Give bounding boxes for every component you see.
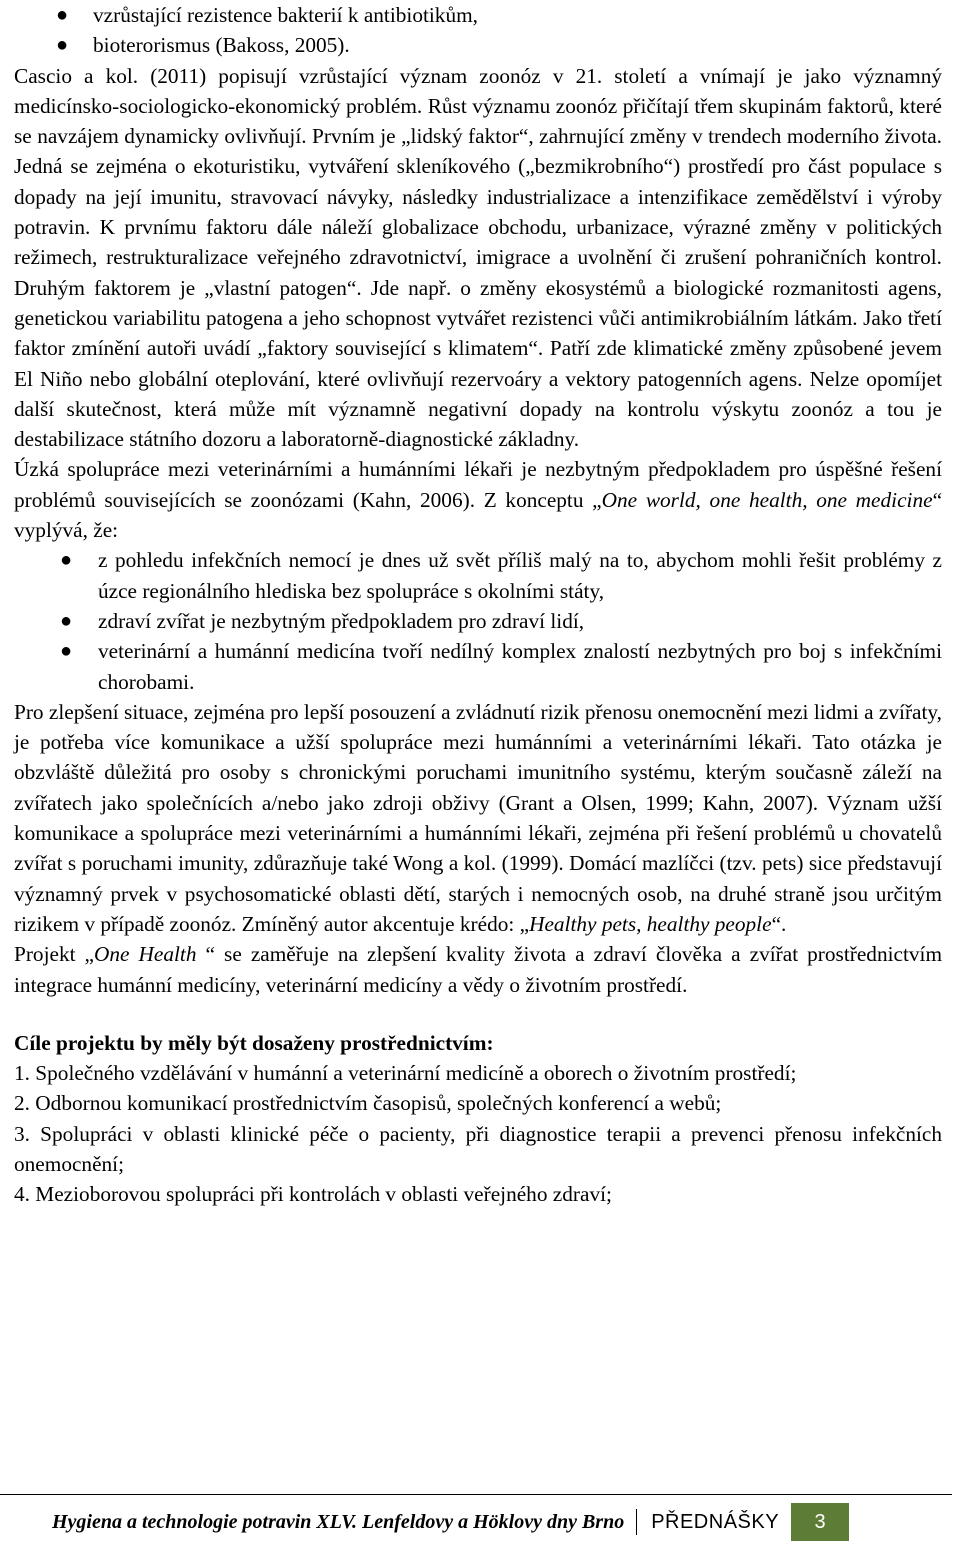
paragraph-one-health: Projekt „One Health “ se zaměřuje na zlepšení kvality života a zdraví člověka a zvířat prostřednictvím integrace humánní medicíny, veterinární medicíny a vědy o životním prostředí.	[14, 942, 943, 997]
paragraph-communication: Pro zlepšení situace, zejména pro lepší posouzení a zvládnutí rizik přenosu onemocnění mezi lidmi a zvířaty, je potřeba více komunikace a užší spolupráce mezi humánními a veterinárními lékaři. Tato otázka je obzvláště důležitá pro osoby s chronickými poruchami imunitního systému, kterým současně záleží na zvířatech jako společnících a/nebo jako zdroji obživy (Grant a Olsen, 1999; Kahn, 2007). Význam užší komunikace a spolupráce mezi veterinárními a humánními lékaři, zejména při řešení problémů u chovatelů zvířat s poruchami imunity, zdůrazňuje také Wong a kol. (1999). Domácí mazlíčci (tzv. pets) sice představují významný prvek v psychosomatické oblasti dětí, starých i nemocných osob, na druhé straně jsou určitým rizikem v případě zoonóz. Zmíněný autor akcentuje krédo: „Healthy pets, healthy people“.	[14, 699, 942, 936]
goal-item: 2. Odbornou komunikací prostřednictvím časopisů, společných konferencí a webů;	[14, 1091, 722, 1116]
goal-item: 1. Společného vzdělávání v humánní a veterinární medicíně a oborech o životním prostředí;	[14, 1061, 797, 1086]
spacer	[14, 1000, 942, 1028]
credo-text: Healthy pets, healthy people	[529, 911, 772, 936]
list-item: ● veterinární a humánní medicína tvoří nedílný komplex znalostí nezbytných pro boj s infekčními chorobami.	[14, 636, 942, 697]
bullet-icon: ●	[60, 640, 73, 663]
concept-title: One world, one health, one medicine	[601, 487, 933, 512]
list-item: ● z pohledu infekčních nemocí je dnes už svět příliš malý na to, abychom mohli řešit problémy z úzce regionálního hlediska bez spolupráce s okolními státy,	[14, 545, 942, 606]
paragraph-zoonoses-factors: Cascio a kol. (2011) popisují vzrůstající význam zoonóz v 21. století a vnímají je jako významný medicínsko-sociologicko-ekonomický problém. Růst významu zoonóz přičítají třem skupinám faktorů, které se navzájem dynamicky ovlivňují. Prvním je „lidský faktor“, zahrnující změny v trendech moderního života. Jedná se zejména o ekoturistiku, vytváření skleníkového („bezmikrobního“) prostředí pro část populace s dopady na její imunitu, stravovací návyky, následky industrializace a intenzifikace zemědělství i výroby potravin. K prvnímu faktoru dále náleží globalizace obchodu, urbanizace, výrazné změny v politických režimech, restrukturalizace veřejného zdravotnictví, imigrace a uvolnění či zrušení pohraničních kontrol. Druhým faktorem je „vlastní patogen“. Jde např. o změny ekosystémů a biologické rozmanitosti agens, genetickou variabilitu patogena a jeho schopnost vytvářet rezistenci vůči antimikrobiálním látkám. Jako třetí faktor zmínění autoři uvádí „faktory související s klimatem“. Patří zde klimatické změny způsobené jevem El Niño nebo globální oteplování, které ovlivňují rezervoáry a vektory patogenních agens. Nelze opomíjet další skutečnost, která může mít významně negativní dopady na kontrolu výskytu zoonóz a tou je destabilizace státního dozoru a laboratorně-diagnostické základny.	[14, 63, 942, 452]
paragraph-cooperation: Úzká spolupráce mezi veterinárními a humánními lékaři je nezbytným předpokladem pro úspěšné řešení problémů souvisejících se zoonózami (Kahn, 2006). Z konceptu „One world, one health, one medicine“ vyplývá, že:	[14, 457, 943, 543]
goal-item: 3. Spolupráci v oblasti klinické péče o pacienty, při diagnostice terapii a prevenci přenosu infekčních onemocnění;	[14, 1121, 942, 1176]
document-page	[14, 0, 942, 1210]
list-item: ● vzrůstající rezistence bakterií k antibiotikům,	[14, 0, 942, 30]
list-item: ● bioterorismus (Bakoss, 2005).	[14, 30, 942, 60]
list-item: ● zdraví zvířat je nezbytným předpokladem pro zdraví lidí,	[14, 606, 942, 636]
goal-item: 4. Mezioborovou spolupráci při kontrolách v oblasti veřejného zdraví;	[14, 1182, 612, 1207]
page-footer	[52, 1503, 849, 1541]
bullet-icon: ●	[60, 609, 73, 632]
journal-title: Hygiena a technologie potravin XLV. Lenfeldovy a Höklovy dny Brno	[52, 1510, 625, 1533]
goals-heading: Cíle projektu by měly být dosaženy prostřednictvím:	[14, 1030, 494, 1055]
bullet-icon: ●	[56, 34, 69, 57]
project-name: One Health	[94, 942, 197, 967]
footer-separator	[636, 1509, 637, 1535]
bullet-icon: ●	[56, 4, 69, 26]
bullet-icon: ●	[60, 549, 73, 572]
footer-divider	[0, 1494, 952, 1495]
page-number: 3	[791, 1503, 849, 1541]
risk-factor-list	[14, 0, 942, 61]
concept-list	[14, 545, 942, 696]
section-label: PŘEDNÁŠKY	[651, 1510, 780, 1533]
